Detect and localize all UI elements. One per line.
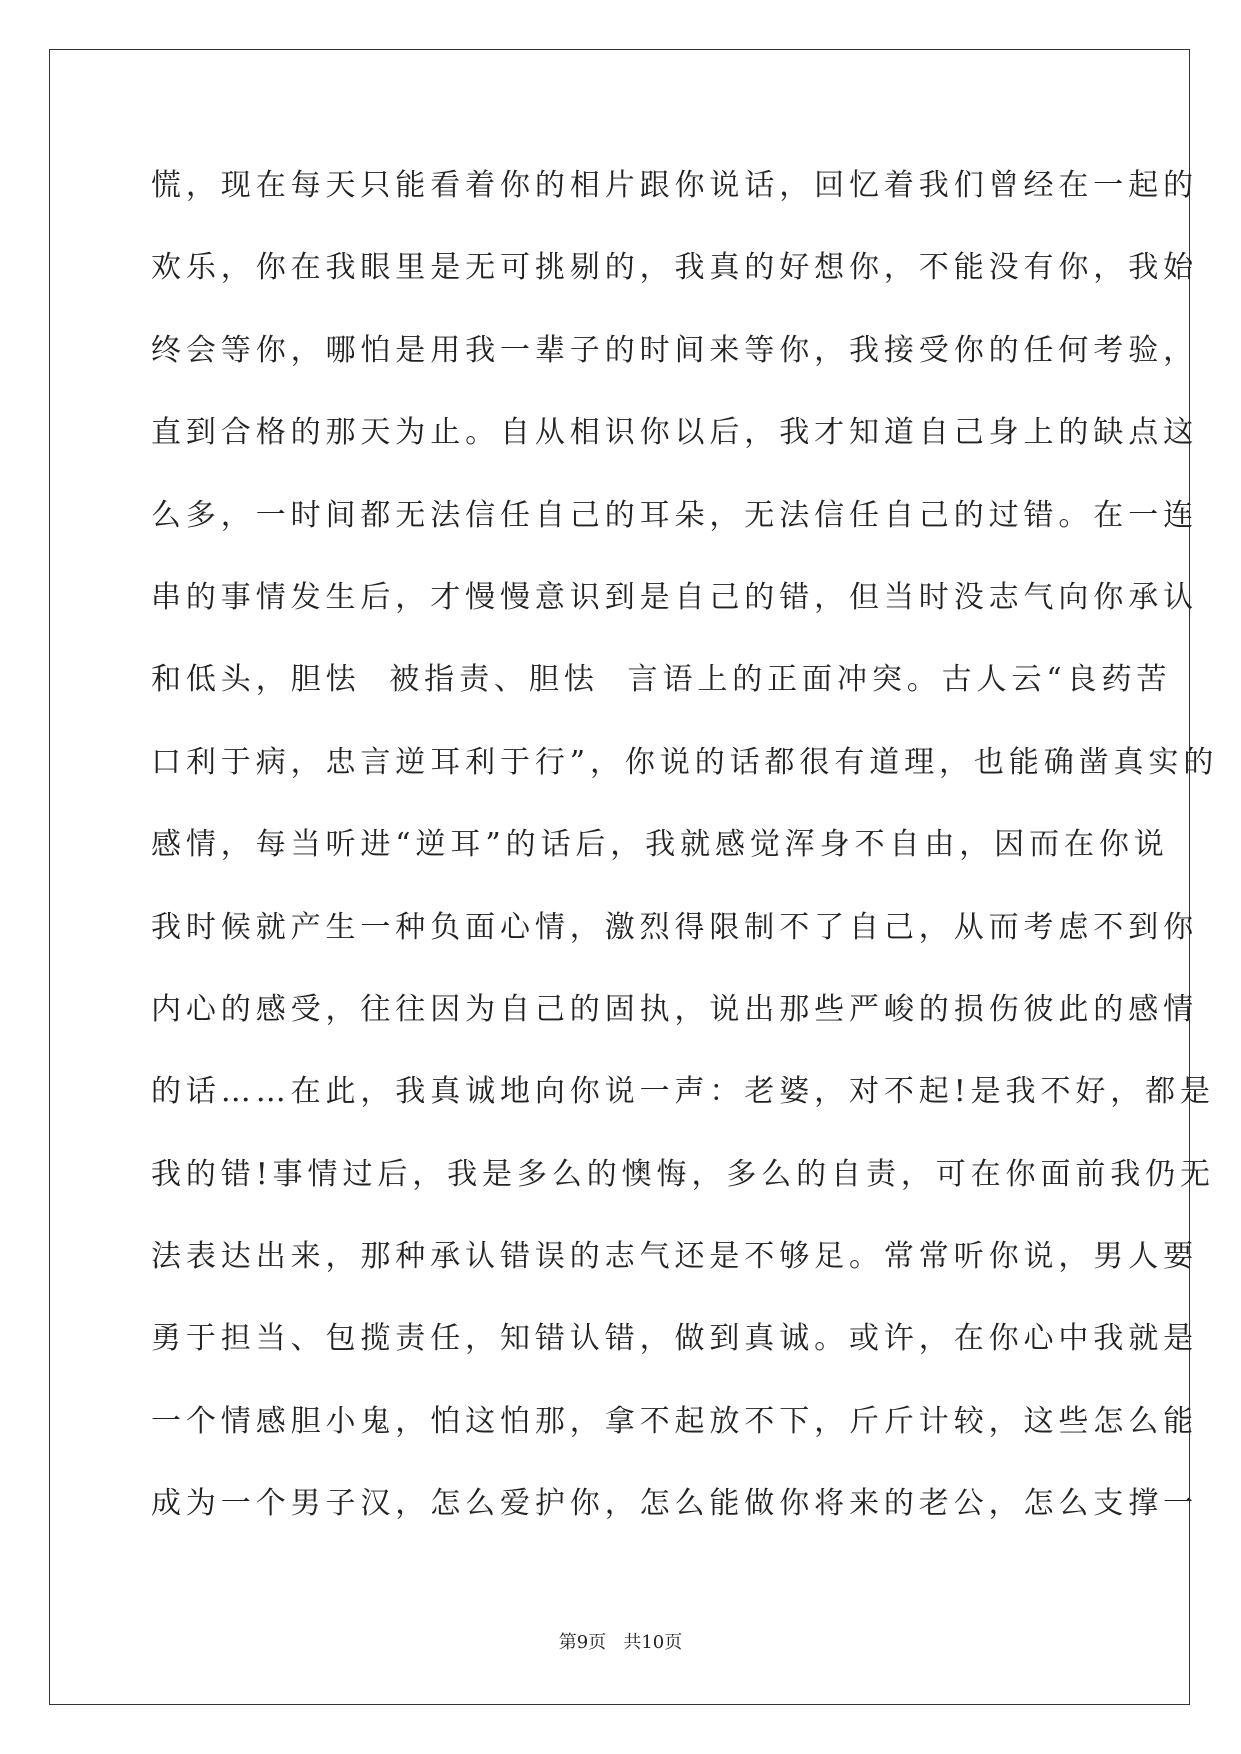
page-number-footer: 第9页 共10页 — [558, 1632, 683, 1653]
text-line: 么多，一时间都无法信任自己的耳朵，无法信任自己的过错。在一连 — [151, 497, 1198, 533]
text-line: 感情，每当听进“逆耳”的话后，我就感觉浑身不自由，因而在你说 — [151, 827, 1169, 863]
text-line: 欢乐，你在我眼里是无可挑剔的，我真的好想你，不能没有你，我始 — [151, 250, 1198, 286]
text-line: 直到合格的那天为止。自从相识你以后，我才知道自己身上的缺点这 — [151, 415, 1198, 451]
body-text — [151, 161, 1219, 1562]
text-line: 内心的感受，往往因为自己的固执，说出那些严峻的损伤彼此的感情 — [151, 991, 1198, 1027]
text-line: 慌，现在每天只能看着你的相片跟你说话，回忆着我们曾经在一起的 — [151, 168, 1198, 203]
text-line: 口利于病，忠言逆耳利于行”，你说的话都很有道理，也能确凿真实的 — [151, 744, 1219, 780]
text-line: 法表达出来，那种承认错误的志气还是不够足。常常听你说，男人要 — [151, 1239, 1198, 1275]
text-line: 勇于担当、包揽责任，知错认错，做到真诚。或许，在你心中我就是 — [151, 1321, 1198, 1357]
text-line: 和低头，胆怯 被指责、胆怯 言语上的正面冲突。古人云“良药苦 — [151, 662, 1172, 698]
text-line: 的话……在此，我真诚地向你说一声：老婆，对不起!是我不好，都是 — [151, 1074, 1215, 1110]
text-line: 成为一个男子汉，怎么爱护你，怎么能做你将来的老公，怎么支撑一 — [151, 1486, 1198, 1522]
text-line: 我的错!事情过后，我是多么的懊悔，多么的自责，可在你面前我仍无 — [151, 1156, 1215, 1192]
text-line: 终会等你，哪怕是用我一辈子的时间来等你，我接受你的任何考验， — [151, 332, 1198, 368]
text-line: 一个情感胆小鬼，怕这怕那，拿不起放不下，斤斤计较，这些怎么能 — [151, 1403, 1198, 1439]
text-line: 我时候就产生一种负面心情，激烈得限制不了自己，从而考虑不到你 — [151, 909, 1198, 945]
text-line: 串的事情发生后，才慢慢意识到是自己的错，但当时没志气向你承认 — [151, 579, 1198, 615]
